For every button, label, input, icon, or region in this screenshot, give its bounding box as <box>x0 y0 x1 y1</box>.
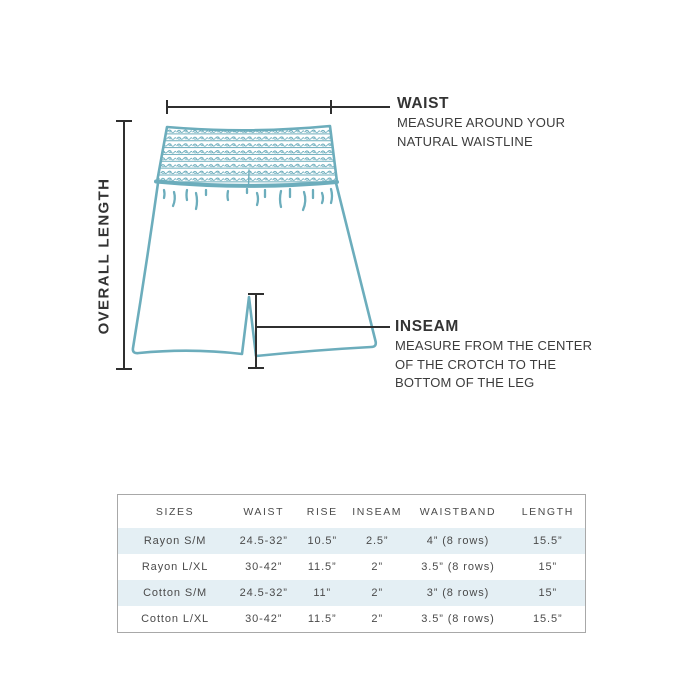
cell-length: 15” <box>538 587 558 599</box>
cell-rise: 11.5” <box>307 613 337 625</box>
inseam-annotation-description: MEASURE FROM THE CENTER OF THE CROTCH TO THE BOTTOM OF THE LEG <box>395 338 593 390</box>
col-header-waist: WAIST <box>243 505 285 518</box>
cell-size: Rayon L/XL <box>141 561 209 573</box>
cell-waistband: 3.5” (8 rows) <box>421 561 495 573</box>
inseam-annotation-title: INSEAM <box>395 318 459 335</box>
cell-waistband: 3” (8 rows) <box>426 587 490 599</box>
gather-marks <box>164 189 332 210</box>
overall-length-label: OVERALL LENGTH <box>95 177 113 335</box>
cell-inseam: 2.5” <box>365 535 389 547</box>
table-row-rayon-sm <box>118 528 586 554</box>
cell-size: Cotton L/XL <box>141 613 210 625</box>
cell-waist: 24.5-32” <box>239 535 288 547</box>
cell-rise: 10.5” <box>307 535 338 547</box>
cell-waistband: 4” (8 rows) <box>426 535 490 547</box>
overall-length-measure-line <box>116 121 132 369</box>
col-header-rise: RISE <box>306 505 338 518</box>
waist-annotation-description: MEASURE AROUND YOUR NATURAL WAISTLINE <box>397 115 566 149</box>
size-chart-table <box>117 494 586 633</box>
table-row-cotton-sm <box>118 580 586 606</box>
size-chart-header-row <box>118 495 586 529</box>
col-header-waistband: WAISTBAND <box>419 505 497 518</box>
cell-length: 15.5” <box>533 613 563 625</box>
table-row-cotton-lxl <box>118 606 586 633</box>
col-header-sizes: SIZES <box>155 505 195 518</box>
cell-inseam: 2” <box>371 613 384 625</box>
cell-waist: 30-42” <box>245 561 283 573</box>
cell-inseam: 2” <box>371 587 384 599</box>
col-header-inseam: INSEAM <box>352 505 403 518</box>
cell-size: Cotton S/M <box>143 587 208 599</box>
inseam-measure-line <box>248 294 390 368</box>
table-row-rayon-lxl <box>118 554 586 580</box>
waist-annotation <box>397 95 565 151</box>
waist-measure-line <box>167 100 390 114</box>
cell-length: 15.5” <box>533 535 563 547</box>
cell-waistband: 3.5” (8 rows) <box>421 613 495 625</box>
cell-size: Rayon S/M <box>143 535 207 547</box>
cell-inseam: 2” <box>371 561 384 573</box>
inseam-annotation <box>395 318 592 393</box>
cell-rise: 11.5” <box>307 561 337 573</box>
shorts-body <box>133 183 376 356</box>
waist-annotation-title: WAIST <box>397 95 450 112</box>
col-header-length: LENGTH <box>521 505 574 518</box>
smocked-waistband <box>156 126 337 187</box>
cell-length: 15” <box>538 561 558 573</box>
cell-waist: 30-42” <box>245 613 283 625</box>
cell-waist: 24.5-32” <box>239 587 288 599</box>
cell-rise: 11” <box>313 587 332 599</box>
